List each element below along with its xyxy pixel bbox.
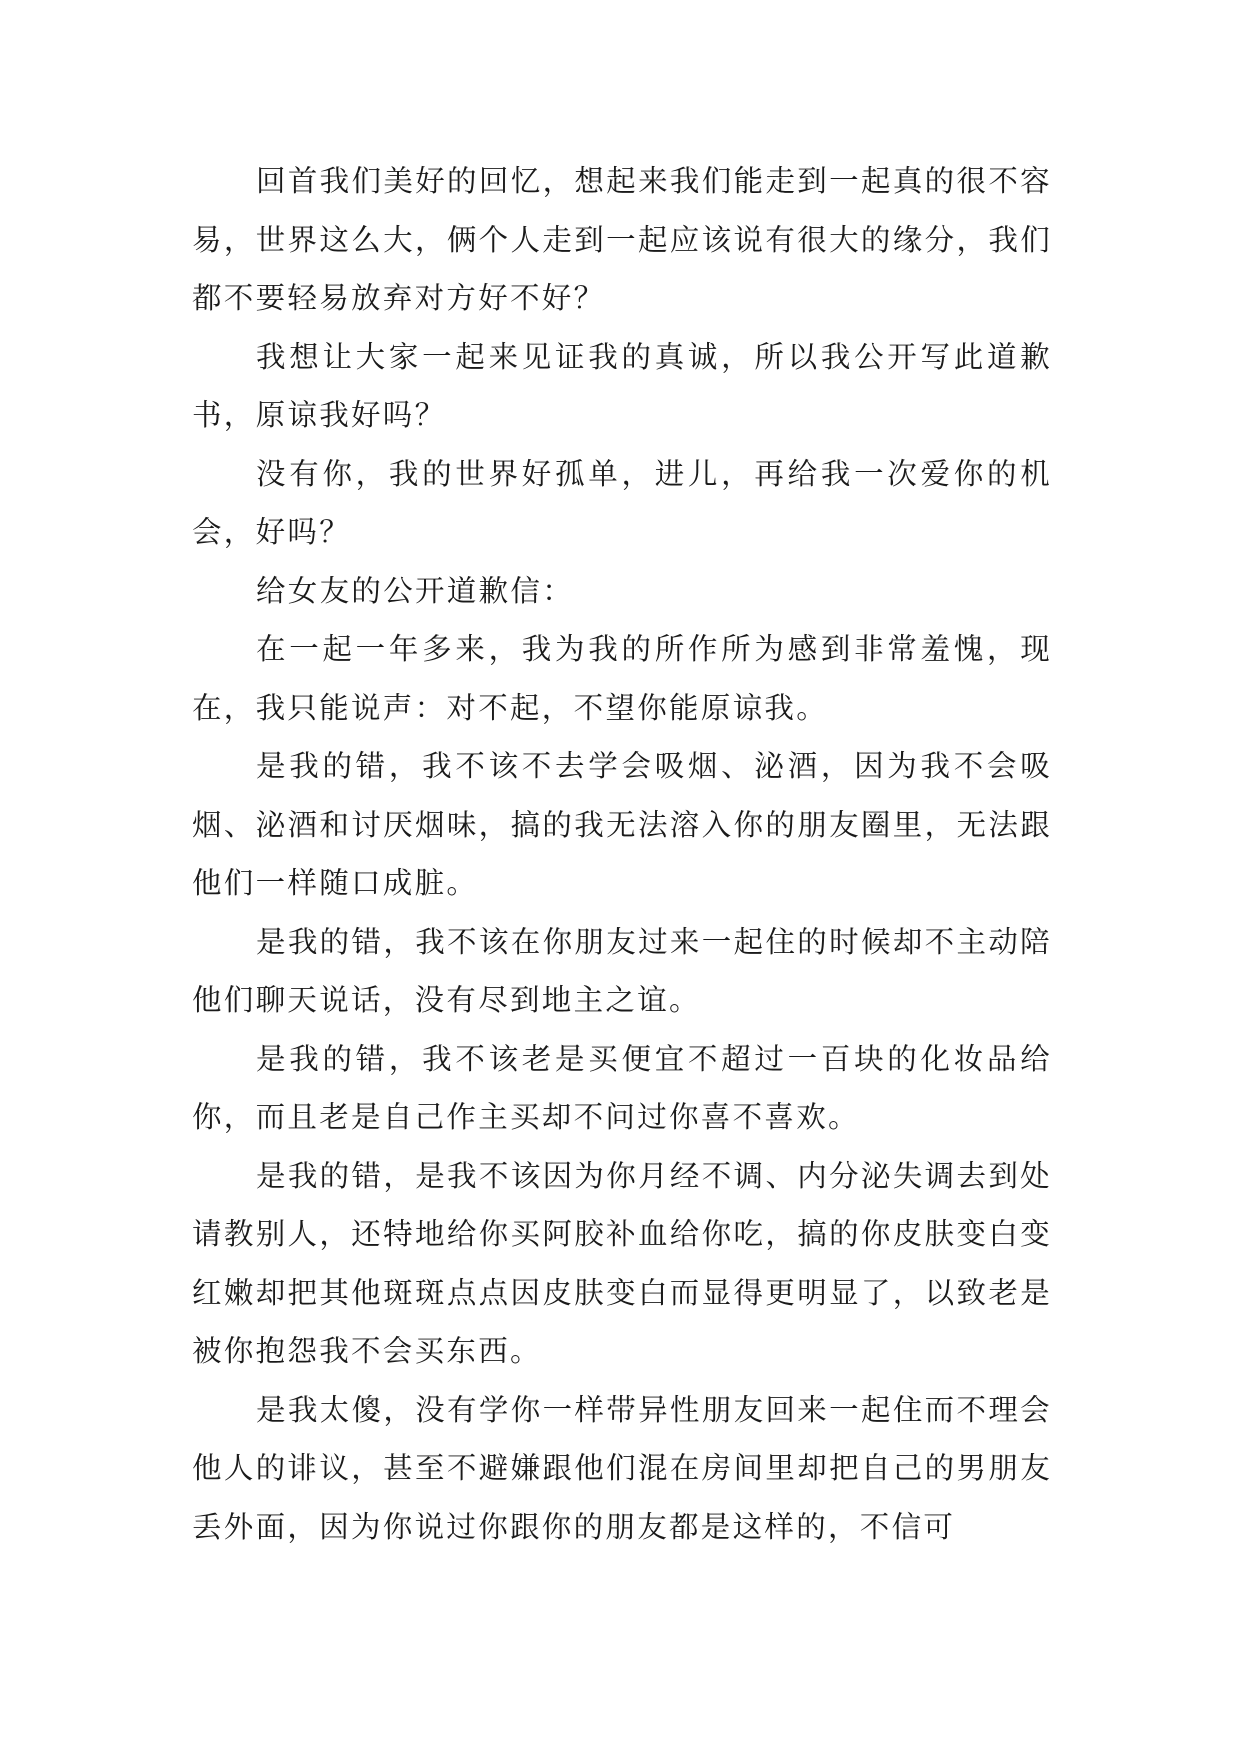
paragraph-10: 是我太傻，没有学你一样带异性朋友回来一起住而不理会他人的诽议，甚至不避嫌跟他们混在房间里却把自己的男朋友丢外面，因为你说过你跟你的朋友都是这样的，不信可 (192, 1392, 1052, 1544)
paragraph-7: 是我的错，我不该在你朋友过来一起住的时候却不主动陪他们聊天说话，没有尽到地主之谊。 (192, 924, 1052, 1017)
paragraph-6: 是我的错，我不该不去学会吸烟、泌酒，因为我不会吸烟、泌酒和讨厌烟味，搞的我无法溶入你的朋友圈里，无法跟他们一样随口成脏。 (192, 749, 1052, 900)
paragraph-4: 给女友的公开道歉信： (256, 573, 575, 608)
paragraph-5: 在一起一年多来，我为我的所作所为感到非常羞愧，现在，我只能说声：对不起，不望你能原谅我。 (192, 632, 1052, 725)
paragraph-1: 回首我们美好的回忆，想起来我们能走到一起真的很不容易，世界这么大，俩个人走到一起应该说有很大的缘分，我们都不要轻易放弃对方好不好？ (192, 164, 1052, 315)
paragraph-9: 是我的错，是我不该因为你月经不调、内分泌失调去到处请教别人，还特地给你买阿胶补血给你吃，搞的你皮肤变白变红嫩却把其他斑斑点点因皮肤变白而显得更明显了，以致老是被你抱怨我不会买东西。 (192, 1158, 1052, 1368)
document-body (192, 152, 1052, 1556)
paragraph-3: 没有你，我的世界好孤单，进儿，再给我一次爱你的机会，好吗？ (192, 456, 1052, 549)
paragraph-2: 我想让大家一起来见证我的真诚，所以我公开写此道歉书，原谅我好吗？ (192, 339, 1052, 432)
paragraph-8: 是我的错，我不该老是买便宜不超过一百块的化妆品给你，而且老是自己作主买却不问过你喜不喜欢。 (192, 1041, 1052, 1134)
